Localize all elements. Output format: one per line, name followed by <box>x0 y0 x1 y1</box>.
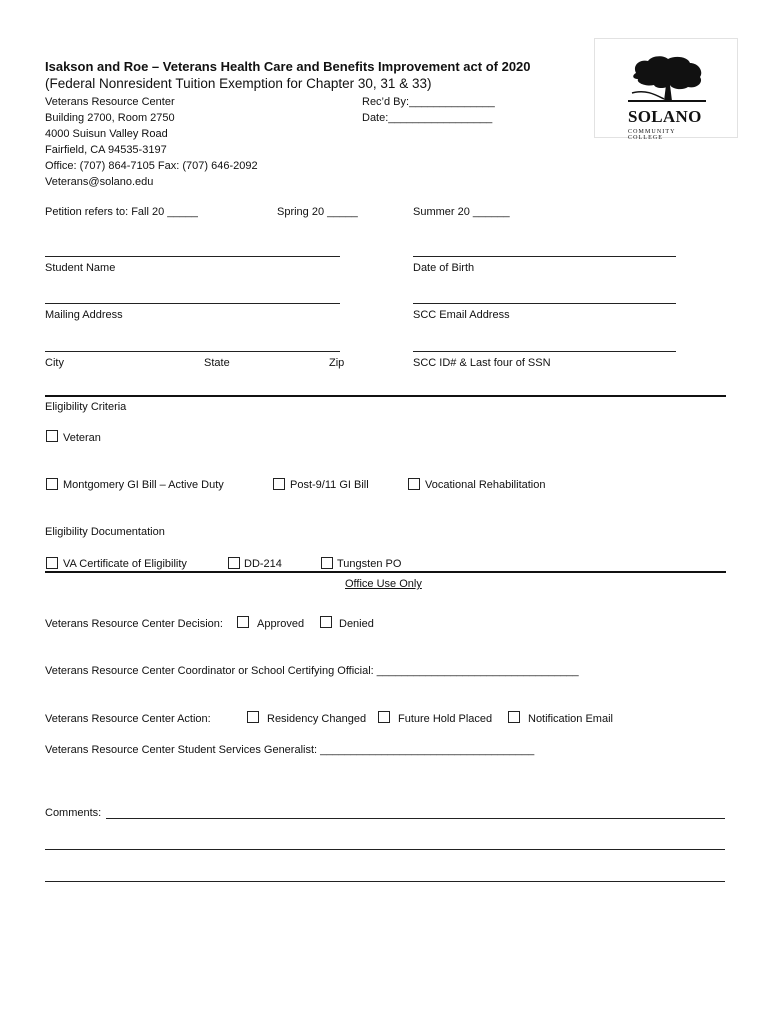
va-cert-label: VA Certificate of Eligibility <box>63 558 187 570</box>
section-divider <box>45 395 726 397</box>
city-state-zip-input[interactable] <box>45 351 340 352</box>
office-use-heading: Office Use Only <box>345 578 422 590</box>
address-line-1: Veterans Resource Center <box>45 96 175 108</box>
mgib-checkbox[interactable] <box>46 478 58 490</box>
student-name-input[interactable] <box>45 256 340 257</box>
notification-checkbox[interactable] <box>508 711 520 723</box>
email-input[interactable] <box>413 303 676 304</box>
recd-by-field[interactable]: Rec’d By:______________ <box>362 96 495 108</box>
petition-summer[interactable]: Summer 20 ______ <box>413 206 510 218</box>
tree-icon <box>626 55 708 103</box>
address-line-4: Fairfield, CA 94535-3197 <box>45 144 167 156</box>
dd214-checkbox[interactable] <box>228 557 240 569</box>
post911-checkbox[interactable] <box>273 478 285 490</box>
form-subtitle: (Federal Nonresident Tuition Exemption for Chapter 30, 31 & 33) <box>45 76 432 91</box>
form-title: Isakson and Roe – Veterans Health Care and Benefits Improvement act of 2020 <box>45 59 531 74</box>
mailing-address-input[interactable] <box>45 303 340 304</box>
comments-line-1[interactable] <box>106 818 725 819</box>
tungsten-label: Tungsten PO <box>337 558 402 570</box>
tungsten-checkbox[interactable] <box>321 557 333 569</box>
future-hold-label: Future Hold Placed <box>398 713 493 725</box>
mailing-address-label: Mailing Address <box>45 309 123 321</box>
veteran-label: Veteran <box>63 432 101 444</box>
logo-subtext: COMMUNITY COLLEGE <box>628 129 676 141</box>
mgib-label: Montgomery GI Bill – Active Duty <box>63 479 224 491</box>
approved-checkbox[interactable] <box>237 616 249 628</box>
voc-rehab-label: Vocational Rehabilitation <box>425 479 546 491</box>
coordinator-field[interactable]: Veterans Resource Center Coordinator or School Certifying Official: _________________________________ <box>45 665 579 677</box>
city-label: City <box>45 357 64 369</box>
post911-label: Post-9/11 GI Bill <box>290 479 369 491</box>
dob-label: Date of Birth <box>413 262 475 274</box>
petition-spring[interactable]: Spring 20 _____ <box>277 206 358 218</box>
va-cert-checkbox[interactable] <box>46 557 58 569</box>
student-name-label: Student Name <box>45 262 116 274</box>
zip-label: Zip <box>329 357 345 369</box>
decision-label: Veterans Resource Center Decision: <box>45 618 223 630</box>
generalist-field[interactable]: Veterans Resource Center Student Services Generalist: ___________________________________ <box>45 744 535 756</box>
state-label: State <box>204 357 230 369</box>
scc-id-input[interactable] <box>413 351 676 352</box>
comments-label: Comments: <box>45 807 102 819</box>
logo-wordmark: SOLANO <box>628 107 702 126</box>
voc-rehab-checkbox[interactable] <box>408 478 420 490</box>
denied-checkbox[interactable] <box>320 616 332 628</box>
petition-fall[interactable]: Petition refers to: Fall 20 _____ <box>45 206 198 218</box>
notification-label: Notification Email <box>528 713 613 725</box>
denied-label: Denied <box>339 618 374 630</box>
approved-label: Approved <box>257 618 305 630</box>
address-line-6: Veterans@solano.edu <box>45 176 154 188</box>
eligibility-heading: Eligibility Criteria <box>45 401 127 413</box>
dd214-label: DD-214 <box>244 558 282 570</box>
veteran-checkbox[interactable] <box>46 430 58 442</box>
address-line-5: Office: (707) 864-7105 Fax: (707) 646-2092 <box>45 160 258 172</box>
office-divider <box>45 571 726 573</box>
email-label: SCC Email Address <box>413 309 510 321</box>
future-hold-checkbox[interactable] <box>378 711 390 723</box>
dob-input[interactable] <box>413 256 676 257</box>
action-label: Veterans Resource Center Action: <box>45 713 211 725</box>
date-field[interactable]: Date:_________________ <box>362 112 493 124</box>
comments-line-2[interactable] <box>45 849 725 850</box>
residency-checkbox[interactable] <box>247 711 259 723</box>
comments-line-3[interactable] <box>45 881 725 882</box>
residency-label: Residency Changed <box>267 713 367 725</box>
scc-id-label: SCC ID# & Last four of SSN <box>413 357 551 369</box>
address-line-2: Building 2700, Room 2750 <box>45 112 175 124</box>
documentation-heading: Eligibility Documentation <box>45 526 165 538</box>
address-line-3: 4000 Suisun Valley Road <box>45 128 168 140</box>
